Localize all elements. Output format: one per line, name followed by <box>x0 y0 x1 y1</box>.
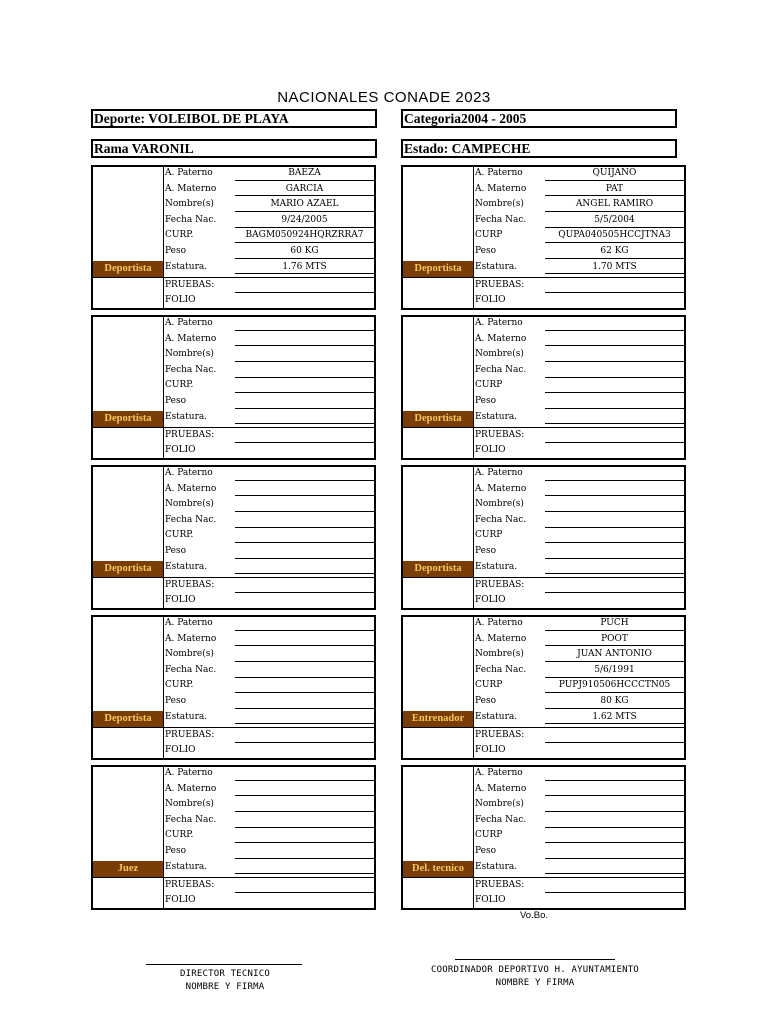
field-label: A. Paterno <box>165 318 213 328</box>
field-value: MARIO AZAEL <box>270 199 339 209</box>
field-underline <box>545 211 684 212</box>
field-underline <box>235 677 374 678</box>
card-separator <box>403 727 684 728</box>
field-label: Nombre(s) <box>475 499 524 509</box>
field-label: Estatura. <box>475 412 518 422</box>
field-label: A. Paterno <box>165 468 213 478</box>
field-underline <box>545 708 684 709</box>
field-underline <box>235 480 374 481</box>
field-label: CURP. <box>165 530 194 540</box>
field-underline <box>545 742 684 743</box>
field-label: A. Paterno <box>475 168 523 178</box>
categoria-field: Categoria2004 - 2005 <box>401 109 677 128</box>
field-label: Peso <box>165 846 187 856</box>
photo-box <box>403 467 474 561</box>
field-label: Peso <box>475 546 497 556</box>
field-label: FOLIO <box>475 895 506 905</box>
field-underline <box>545 242 684 243</box>
photo-box <box>93 617 164 711</box>
field-label: PRUEBAS: <box>475 730 525 740</box>
registration-card <box>91 315 376 460</box>
field-label: Fecha Nac. <box>475 515 527 525</box>
field-value: POOT <box>601 634 628 644</box>
field-label: FOLIO <box>475 295 506 305</box>
field-label: FOLIO <box>165 745 196 755</box>
field-underline <box>235 858 374 859</box>
field-label: Estatura. <box>165 262 208 272</box>
field-label: Nombre(s) <box>165 799 214 809</box>
field-underline <box>235 242 374 243</box>
field-underline <box>545 692 684 693</box>
field-underline <box>235 273 374 274</box>
signature-title-right: COORDINADOR DEPORTIVO H. AYUNTAMIENTO <box>431 965 639 975</box>
field-underline <box>235 511 374 512</box>
field-underline <box>235 645 374 646</box>
field-label: Fecha Nac. <box>165 215 217 225</box>
field-label: Nombre(s) <box>165 349 214 359</box>
field-label: A. Paterno <box>165 618 213 628</box>
card-separator <box>93 277 374 278</box>
card-footer-cell <box>403 877 474 908</box>
registration-card <box>401 765 686 910</box>
field-underline <box>235 723 374 724</box>
photo-box <box>93 167 164 261</box>
field-label: A. Materno <box>165 634 217 644</box>
field-underline <box>235 842 374 843</box>
field-underline <box>235 892 374 893</box>
field-underline <box>235 592 374 593</box>
field-value: 9/24/2005 <box>281 215 328 225</box>
field-label: A. Materno <box>165 484 217 494</box>
field-underline <box>235 708 374 709</box>
field-label: Estatura. <box>165 862 208 872</box>
role-badge: Deportista <box>403 261 474 277</box>
field-label: Estatura. <box>475 712 518 722</box>
photo-box <box>93 317 164 411</box>
field-underline <box>235 442 374 443</box>
field-label: FOLIO <box>475 595 506 605</box>
field-underline <box>545 511 684 512</box>
field-label: Fecha Nac. <box>475 815 527 825</box>
field-underline <box>545 480 684 481</box>
photo-box <box>403 767 474 861</box>
field-label: Peso <box>165 696 187 706</box>
role-badge: Deportista <box>93 711 164 727</box>
field-underline <box>545 392 684 393</box>
field-underline <box>235 195 374 196</box>
field-label: Peso <box>475 396 497 406</box>
field-underline <box>545 827 684 828</box>
field-value: PUPJ910506HCCCTN05 <box>558 680 671 690</box>
field-label: FOLIO <box>165 595 196 605</box>
field-label: Nombre(s) <box>475 349 524 359</box>
field-value: BAEZA <box>288 168 321 178</box>
field-label: PRUEBAS: <box>475 880 525 890</box>
card-separator <box>93 877 374 878</box>
field-underline <box>235 780 374 781</box>
field-value: 5/6/1991 <box>594 665 635 675</box>
role-badge: Deportista <box>403 411 474 427</box>
field-underline <box>235 811 374 812</box>
field-label: A. Materno <box>165 334 217 344</box>
estado-field: Estado: CAMPECHE <box>401 139 677 158</box>
field-label: Fecha Nac. <box>475 365 527 375</box>
role-badge: Del. tecnico <box>403 861 474 877</box>
field-underline <box>545 377 684 378</box>
field-label: Peso <box>165 246 187 256</box>
field-value: QUIJANO <box>592 168 637 178</box>
field-underline <box>235 423 374 424</box>
field-underline <box>545 573 684 574</box>
rama-field: Rama VARONIL <box>91 139 377 158</box>
field-underline <box>545 558 684 559</box>
field-label: FOLIO <box>165 895 196 905</box>
field-underline <box>545 330 684 331</box>
card-footer-cell <box>93 577 164 608</box>
card-footer-cell <box>403 577 474 608</box>
field-value: ANGEL RAMIRO <box>575 199 654 209</box>
field-value: PAT <box>605 184 624 194</box>
field-underline <box>545 442 684 443</box>
photo-box <box>93 467 164 561</box>
field-underline <box>235 495 374 496</box>
field-label: CURP <box>475 230 503 240</box>
card-footer-cell <box>93 877 164 908</box>
field-label: Estatura. <box>475 862 518 872</box>
field-label: FOLIO <box>165 295 196 305</box>
role-badge: Deportista <box>93 561 164 577</box>
field-label: PRUEBAS: <box>475 430 525 440</box>
field-underline <box>545 408 684 409</box>
field-underline <box>545 677 684 678</box>
field-label: Fecha Nac. <box>475 665 527 675</box>
field-underline <box>235 558 374 559</box>
field-label: A. Materno <box>165 184 217 194</box>
field-label: CURP. <box>165 680 194 690</box>
field-underline <box>545 527 684 528</box>
field-label: PRUEBAS: <box>165 580 215 590</box>
vobo-label: Vo.Bo. <box>520 910 548 921</box>
card-separator <box>93 727 374 728</box>
field-underline <box>235 542 374 543</box>
deporte-field: Deporte: VOLEIBOL DE PLAYA <box>91 109 377 128</box>
registration-card <box>401 165 686 310</box>
role-badge: Entrenador <box>403 711 474 727</box>
card-separator <box>403 277 684 278</box>
field-underline <box>545 858 684 859</box>
field-underline <box>545 273 684 274</box>
signature-subtitle-right: NOMBRE Y FIRMA <box>495 978 575 988</box>
field-underline <box>545 630 684 631</box>
field-label: PRUEBAS: <box>475 280 525 290</box>
field-label: Nombre(s) <box>475 649 524 659</box>
field-underline <box>235 258 374 259</box>
signature-block-left <box>120 968 330 994</box>
field-underline <box>545 661 684 662</box>
field-label: A. Materno <box>475 184 527 194</box>
page-title: NACIONALES CONADE 2023 <box>277 89 491 106</box>
field-label: A. Materno <box>475 484 527 494</box>
field-value: PUCH <box>600 618 629 628</box>
field-underline <box>545 873 684 874</box>
field-underline <box>235 180 374 181</box>
field-underline <box>545 495 684 496</box>
field-value: BAGM050924HQRZRRA7 <box>245 230 364 240</box>
field-label: PRUEBAS: <box>475 580 525 590</box>
field-underline <box>545 811 684 812</box>
photo-box <box>403 617 474 711</box>
field-underline <box>545 195 684 196</box>
field-underline <box>235 527 374 528</box>
field-underline <box>235 573 374 574</box>
signature-title-left: DIRECTOR TECNICO <box>180 969 270 979</box>
field-label: Fecha Nac. <box>475 215 527 225</box>
field-label: Fecha Nac. <box>165 365 217 375</box>
field-label: Nombre(s) <box>475 799 524 809</box>
field-label: PRUEBAS: <box>165 730 215 740</box>
field-label: Nombre(s) <box>475 199 524 209</box>
field-underline <box>235 292 374 293</box>
card-separator <box>93 577 374 578</box>
field-underline <box>545 227 684 228</box>
field-label: Estatura. <box>475 562 518 572</box>
registration-card <box>401 465 686 610</box>
field-label: A. Materno <box>475 634 527 644</box>
field-value: GARCIA <box>285 184 324 194</box>
field-label: CURP. <box>165 830 194 840</box>
card-footer-cell <box>93 727 164 758</box>
card-footer-cell <box>93 427 164 458</box>
field-underline <box>545 780 684 781</box>
field-label: Peso <box>475 846 497 856</box>
field-value: 80 KG <box>600 696 629 706</box>
field-label: Nombre(s) <box>165 499 214 509</box>
field-underline <box>545 292 684 293</box>
field-label: Estatura. <box>165 562 208 572</box>
field-underline <box>235 827 374 828</box>
field-label: FOLIO <box>475 445 506 455</box>
field-underline <box>235 227 374 228</box>
field-underline <box>545 892 684 893</box>
field-label: A. Materno <box>165 784 217 794</box>
field-value: 1.76 MTS <box>282 262 327 272</box>
field-underline <box>545 592 684 593</box>
field-label: PRUEBAS: <box>165 880 215 890</box>
card-footer-cell <box>403 727 474 758</box>
field-underline <box>235 742 374 743</box>
role-badge: Juez <box>93 861 164 877</box>
field-underline <box>545 842 684 843</box>
field-label: Peso <box>475 696 497 706</box>
field-label: Fecha Nac. <box>165 515 217 525</box>
field-underline <box>235 377 374 378</box>
field-underline <box>235 345 374 346</box>
field-label: A. Paterno <box>475 618 523 628</box>
field-underline <box>235 392 374 393</box>
field-label: A. Paterno <box>165 768 213 778</box>
field-label: Fecha Nac. <box>165 815 217 825</box>
field-underline <box>235 873 374 874</box>
field-underline <box>545 723 684 724</box>
field-label: CURP. <box>165 380 194 390</box>
field-label: CURP <box>475 530 503 540</box>
field-label: CURP. <box>165 230 194 240</box>
signature-block-right <box>405 964 665 990</box>
field-underline <box>235 211 374 212</box>
field-underline <box>545 645 684 646</box>
registration-card <box>91 465 376 610</box>
field-label: A. Paterno <box>475 468 523 478</box>
field-underline <box>235 692 374 693</box>
field-label: Nombre(s) <box>165 649 214 659</box>
field-label: FOLIO <box>165 445 196 455</box>
field-label: A. Materno <box>475 784 527 794</box>
registration-card <box>401 315 686 460</box>
field-label: Peso <box>165 546 187 556</box>
field-underline <box>545 258 684 259</box>
photo-box <box>93 767 164 861</box>
field-label: CURP <box>475 680 503 690</box>
field-underline <box>545 795 684 796</box>
card-footer-cell <box>93 277 164 308</box>
field-label: Estatura. <box>475 262 518 272</box>
field-value: QUPA040505HCCJTNA3 <box>558 230 671 240</box>
field-underline <box>235 408 374 409</box>
photo-box <box>403 317 474 411</box>
field-underline <box>545 180 684 181</box>
field-value: 1.62 MTS <box>592 712 637 722</box>
registration-card <box>401 615 686 760</box>
field-label: Estatura. <box>165 712 208 722</box>
registration-card <box>91 165 376 310</box>
role-badge: Deportista <box>93 411 164 427</box>
registration-card <box>91 615 376 760</box>
card-separator <box>403 427 684 428</box>
field-value: JUAN ANTONIO <box>577 649 652 659</box>
signature-line-left <box>146 964 302 965</box>
photo-box <box>403 167 474 261</box>
field-underline <box>235 630 374 631</box>
field-label: Nombre(s) <box>165 199 214 209</box>
field-label: A. Paterno <box>475 768 523 778</box>
field-value: 5/5/2004 <box>594 215 635 225</box>
field-underline <box>545 345 684 346</box>
role-badge: Deportista <box>93 261 164 277</box>
field-underline <box>235 361 374 362</box>
field-label: A. Materno <box>475 334 527 344</box>
card-separator <box>403 877 684 878</box>
field-label: CURP <box>475 830 503 840</box>
field-value: 62 KG <box>600 246 629 256</box>
card-footer-cell <box>403 277 474 308</box>
field-label: A. Paterno <box>165 168 213 178</box>
field-value: 60 KG <box>290 246 319 256</box>
field-label: CURP <box>475 380 503 390</box>
signature-subtitle-left: NOMBRE Y FIRMA <box>185 982 265 992</box>
field-underline <box>235 795 374 796</box>
field-underline <box>545 361 684 362</box>
field-label: Peso <box>165 396 187 406</box>
role-badge: Deportista <box>403 561 474 577</box>
field-underline <box>545 542 684 543</box>
field-label: Estatura. <box>165 412 208 422</box>
field-label: Fecha Nac. <box>165 665 217 675</box>
registration-card <box>91 765 376 910</box>
field-value: 1.70 MTS <box>592 262 637 272</box>
field-label: A. Paterno <box>475 318 523 328</box>
field-underline <box>545 423 684 424</box>
field-label: PRUEBAS: <box>165 280 215 290</box>
field-label: PRUEBAS: <box>165 430 215 440</box>
card-separator <box>403 577 684 578</box>
card-footer-cell <box>403 427 474 458</box>
field-underline <box>235 330 374 331</box>
signature-line-right <box>455 959 615 960</box>
field-label: FOLIO <box>475 745 506 755</box>
card-separator <box>93 427 374 428</box>
field-label: Peso <box>475 246 497 256</box>
field-underline <box>235 661 374 662</box>
